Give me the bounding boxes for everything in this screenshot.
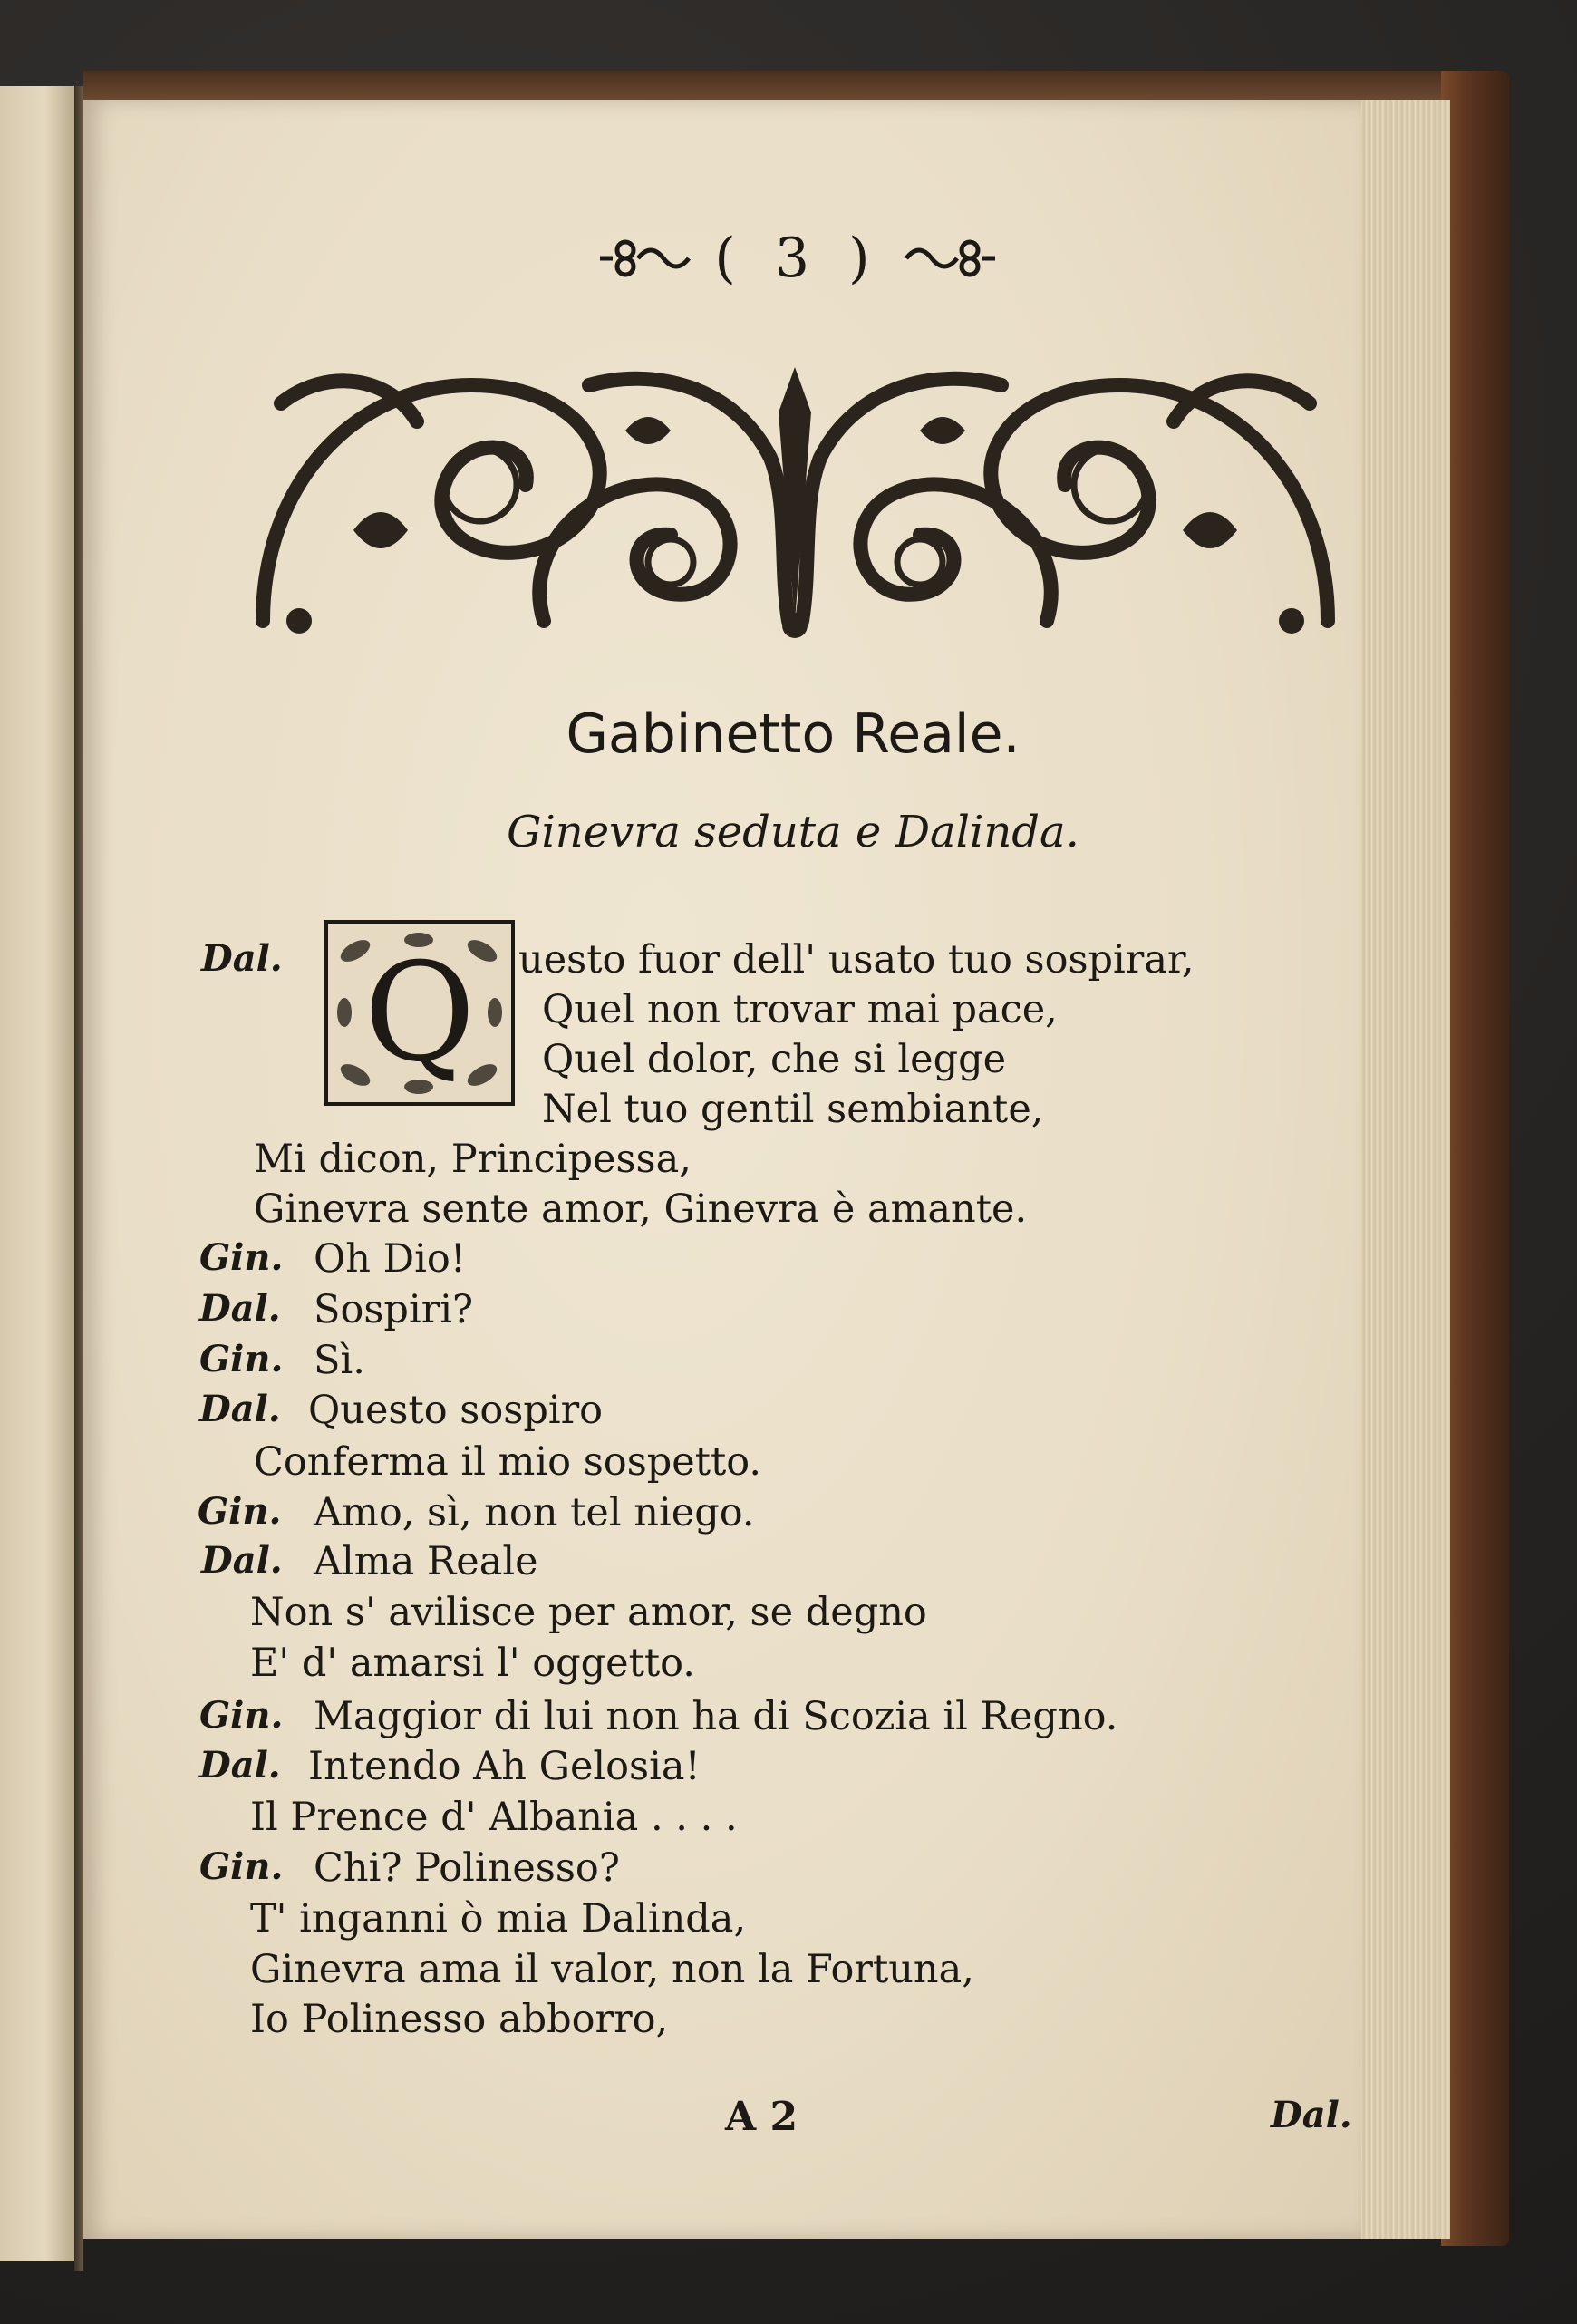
verse-line: E' d' amarsi l' oggetto.: [250, 1641, 695, 1686]
verse-line: Io Polinesso abborro,: [250, 1997, 669, 2042]
scene-title: Gabinetto Reale.: [566, 702, 1021, 766]
verse-line: Quel non trovar mai pace,: [542, 987, 1058, 1032]
speaker-label: Gin.: [199, 1845, 284, 1888]
verse-line: Conferma il mio sospetto.: [254, 1439, 762, 1485]
ornamental-headpiece: [245, 349, 1346, 648]
verse-line: Ginevra sente amor, Ginevra è amante.: [254, 1186, 1028, 1232]
verse-line: uesto fuor dell' usato tuo sospirar,: [518, 937, 1195, 983]
scene-characters: Ginevra seduta e Dalinda.: [507, 807, 1079, 857]
verse-line: Oh Dio!: [314, 1236, 467, 1282]
speaker-label: Dal.: [199, 1287, 281, 1330]
speaker-label: Gin.: [199, 1338, 284, 1380]
drop-cap-letter: Q: [363, 934, 476, 1092]
speaker-label: Dal.: [199, 1388, 281, 1430]
page-header: [562, 222, 1033, 295]
verse-line: Non s' avilisce per amor, se degno: [250, 1590, 927, 1635]
verse-line: Chi? Polinesso?: [314, 1845, 620, 1891]
verse-line: Mi dicon, Principessa,: [254, 1137, 692, 1182]
verse-line: Sospiri?: [314, 1287, 474, 1332]
page-number: ( 3 ): [714, 227, 881, 290]
verse-line: Il Prence d' Albania . . . .: [250, 1795, 738, 1840]
facing-page-edge: [0, 86, 77, 2261]
cover-right-edge: [1441, 71, 1509, 2246]
cover-top-edge: [83, 71, 1443, 102]
speaker-label: Gin.: [199, 1694, 284, 1737]
verse-line: Quel dolor, che si legge: [542, 1037, 1007, 1082]
verse-line: Ginevra ama il valor, non la Fortuna,: [250, 1947, 974, 1992]
page-block-edge: [1350, 100, 1450, 2239]
verse-line: Maggior di lui non ha di Scozia il Regno.: [314, 1694, 1118, 1739]
catchword: Dal.: [1271, 2094, 1352, 2136]
verse-line: Questo sospiro: [308, 1388, 604, 1433]
verse-line: Amo, sì, non tel niego.: [314, 1490, 755, 1535]
speaker-label: Gin.: [199, 1236, 284, 1279]
speaker-label: Dal.: [201, 1539, 283, 1582]
right-fleuron-icon: [903, 236, 1002, 281]
speaker-label: Dal.: [199, 1744, 281, 1787]
signature-mark: A 2: [725, 2094, 798, 2140]
speaker-label: Gin.: [198, 1490, 282, 1533]
verse-line: T' inganni ò mia Dalinda,: [250, 1896, 747, 1942]
verse-line: Intendo Ah Gelosia!: [308, 1744, 701, 1789]
verse-line: Alma Reale: [314, 1539, 538, 1584]
verse-line: Sì.: [314, 1338, 365, 1383]
verse-line: Nel tuo gentil sembiante,: [542, 1087, 1044, 1132]
speaker-label: Dal.: [201, 937, 283, 980]
book-gutter: [74, 86, 83, 2271]
decorated-initial: [324, 920, 515, 1106]
left-fleuron-icon: [593, 236, 692, 281]
